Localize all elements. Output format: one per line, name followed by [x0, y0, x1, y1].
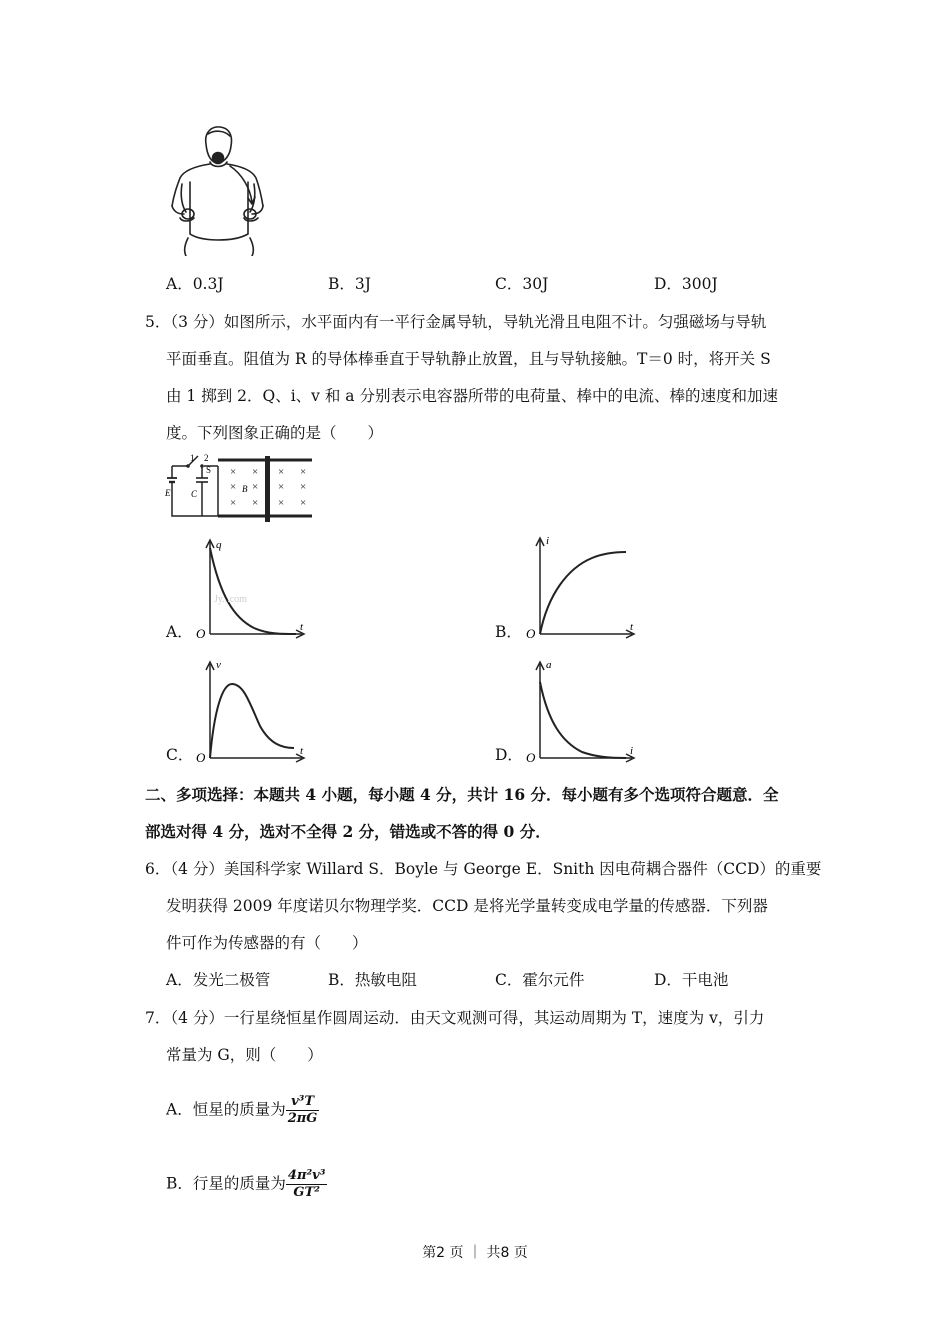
- graph-a-x-label: t: [300, 621, 304, 633]
- graph-b-origin: O: [526, 626, 536, 641]
- graph-a-y-label: q: [216, 539, 222, 551]
- graph-a-origin: O: [196, 626, 206, 641]
- q7-option-a-fraction: [286, 1094, 320, 1127]
- field-cross: ×: [252, 497, 259, 509]
- circuit-label-b: B: [242, 484, 248, 494]
- graph-d-curve: [540, 682, 626, 758]
- field-cross: ×: [252, 481, 259, 493]
- circuit-label-e: E: [165, 488, 171, 498]
- q7-line-1: 7．（4 分）一行星绕恒星作圆周运动．由天文观测可得，其运动周期为 T，速度为 v，引力: [145, 1009, 765, 1027]
- q4-option-b: B．3J: [328, 275, 371, 293]
- graph-a-option: A．: [166, 623, 193, 641]
- page-footer: 第2 页 ｜ 共8 页: [422, 1245, 528, 1261]
- q5-line-1: 5．（3 分）如图所示，水平面内有一平行金属导轨，导轨光滑且电阻不计。匀强磁场与导轨: [145, 313, 767, 331]
- field-cross: ×: [230, 481, 237, 493]
- q5-line-2: 平面垂直。阻值为 R 的导体棒垂直于导轨静止放置，且与导轨接触。T＝0 时，将开关 S: [166, 350, 771, 368]
- graph-d-x-label: i: [630, 745, 634, 757]
- graph-c-option: C．: [166, 746, 194, 764]
- field-cross: ×: [300, 466, 307, 478]
- graph-b-curve: [540, 552, 626, 634]
- graph-b: [522, 532, 640, 642]
- q7-line-2: 常量为 G，则（ ）: [166, 1046, 323, 1064]
- q7-option-b-fraction: [286, 1168, 328, 1201]
- q5-line-4: 度。下列图象正确的是（ ）: [166, 424, 384, 442]
- field-cross: ×: [300, 481, 307, 493]
- graph-d: [522, 656, 640, 766]
- person-figure: [162, 122, 274, 256]
- graph-c-y-label: v: [216, 659, 221, 671]
- graph-a: [192, 536, 310, 642]
- conductor-rod: [265, 456, 270, 522]
- q7-option-a: [166, 1094, 319, 1127]
- q7-option-a-text: A．恒星的质量为: [166, 1100, 286, 1119]
- section2-line-1: 二、多项选择：本题共 4 小题，每小题 4 分，共计 16 分．每小题有多个选项符合题意．全: [145, 785, 779, 804]
- section2-line-2: 部选对得 4 分，选对不全得 2 分，错选或不答的得 0 分．: [145, 822, 551, 841]
- q6-line-3: 件可作为传感器的有（ ）: [166, 934, 368, 952]
- graph-d-y-label: a: [546, 659, 552, 671]
- circuit-label-c: C: [191, 489, 198, 499]
- graph-c-x-label: t: [300, 745, 304, 757]
- graph-a-watermark: Jy...com: [214, 594, 247, 605]
- circuit-diagram: [164, 452, 316, 524]
- graph-d-option: D．: [495, 746, 523, 764]
- field-cross: ×: [230, 497, 237, 509]
- q7-option-b: [166, 1168, 327, 1201]
- q7-option-b-denominator: GT²: [293, 1185, 320, 1200]
- q5-line-3: 由 1 掷到 2．Q、i、v 和 a 分别表示电容器所带的电荷量、棒中的电流、棒的速度和加速: [166, 387, 778, 405]
- graph-d-origin: O: [526, 750, 536, 765]
- q7-option-a-numerator: v³T: [286, 1094, 320, 1111]
- graph-c-curve: [210, 684, 294, 758]
- field-cross: ×: [300, 497, 307, 509]
- circuit-label-1: 1: [190, 453, 195, 463]
- q7-option-b-numerator: 4π²v³: [287, 1168, 326, 1183]
- graph-c-origin: O: [196, 750, 206, 765]
- q7-option-a-denominator: 2πG: [287, 1111, 318, 1126]
- graph-c: [192, 656, 310, 766]
- field-cross: ×: [252, 466, 259, 478]
- q6-line-1: 6．（4 分）美国科学家 Willard S．Boyle 与 George E．Snith 因电荷耦合器件（CCD）的重要: [145, 860, 822, 878]
- field-cross: ×: [278, 481, 285, 493]
- graph-a-curve: [210, 548, 296, 634]
- circuit-label-s: S: [206, 465, 212, 475]
- q6-option-c: C．霍尔元件: [495, 971, 585, 989]
- q6-option-b: B．热敏电阻: [328, 971, 417, 989]
- q7-option-b-text: B．行星的质量为: [166, 1174, 286, 1193]
- q4-option-d: D．300J: [654, 275, 718, 293]
- graph-b-y-label: i: [546, 535, 550, 547]
- q6-option-d: D．干电池: [654, 971, 729, 989]
- field-cross: ×: [278, 497, 285, 509]
- field-cross: ×: [230, 466, 237, 478]
- q6-option-a: A．发光二极管: [166, 971, 271, 989]
- circuit-label-2: 2: [204, 453, 209, 463]
- q6-line-2: 发明获得 2009 年度诺贝尔物理学奖．CCD 是将光学量转变成电学量的传感器．下列器: [166, 897, 768, 915]
- field-cross: ×: [278, 466, 285, 478]
- graph-b-x-label: t: [630, 621, 634, 633]
- q4-option-a: A．0.3J: [166, 275, 224, 293]
- q4-option-c: C．30J: [495, 275, 549, 293]
- graph-b-option: B．: [495, 623, 522, 641]
